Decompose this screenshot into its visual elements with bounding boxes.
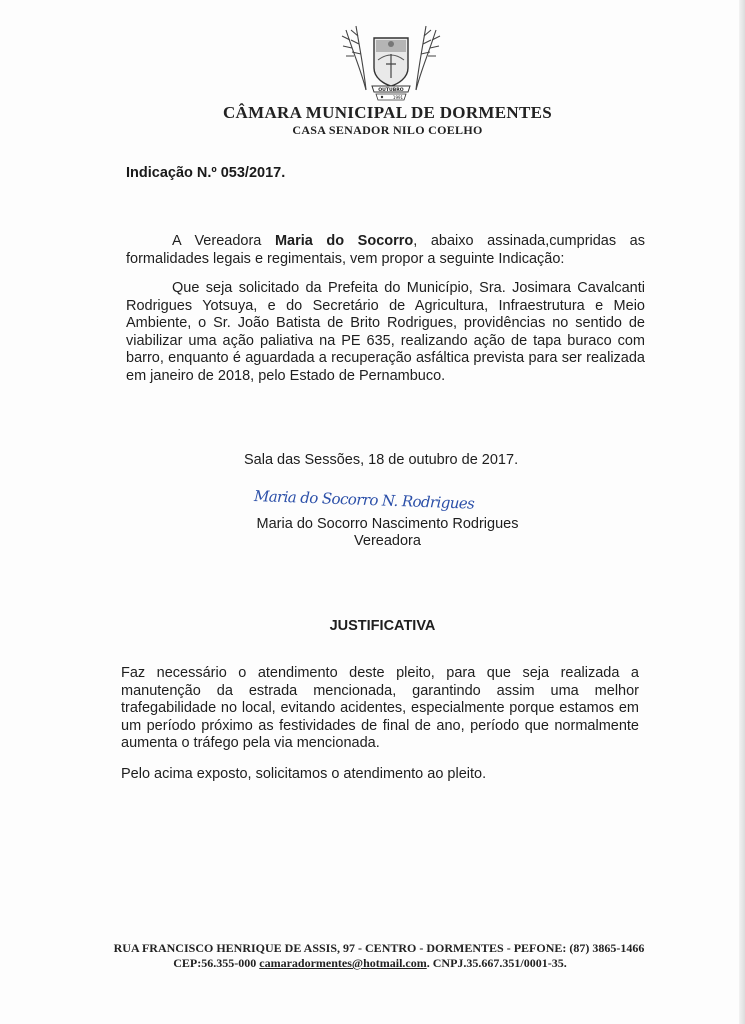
footer-cep: CEP:56.355-000 — [173, 956, 260, 970]
signer-role: Vereadora — [354, 533, 421, 549]
handwritten-signature: Maria do Socorro N. Rodrigues — [253, 487, 475, 513]
councilor-name: Maria do Socorro — [274, 233, 414, 249]
footer-contact — [0, 956, 740, 971]
intro-prefix: A Vereadora — [172, 233, 275, 249]
organization-title: CÂMARA MUNICIPAL DE DORMENTES — [222, 103, 553, 122]
signer-name: Maria do Socorro Nascimento Rodrigues — [256, 516, 519, 532]
footer-email-link[interactable]: camaradormentes@hotmail.com — [259, 956, 427, 970]
scan-edge-shadow — [739, 0, 745, 1024]
place-date: Sala das Sessões, 18 de outubro de 2017. — [244, 452, 519, 468]
closing-paragraph: Pelo acima exposto, solicitamos o atendimento ao pleito. — [121, 766, 487, 782]
municipal-crest-icon — [336, 20, 446, 104]
intro-rest: , abaixo assinada,cumpridas as formalidades legais e regimentais, vem propor a seguinte Indicação: — [126, 233, 645, 267]
indication-number: Indicação N.º 053/2017. — [126, 165, 286, 181]
intro-paragraph — [126, 233, 645, 268]
justification-paragraph: Faz necessário o atendimento deste pleito, para que seja realizada a manutenção da estrada mencionada, garantindo assim uma melhor trafegabilidade no local, evitando acidentes, especialmente porque estamos em um período próximo as festividades de final de ano, período que normalmente aumenta o tráfego pela via mencionada. — [121, 665, 639, 751]
request-paragraph — [126, 280, 645, 385]
footer-address: RUA FRANCISCO HENRIQUE DE ASSIS, 97 - CENTRO - DORMENTES - PEFONE: (87) 3865-1466 — [113, 941, 645, 955]
request-text: Que seja solicitado da Prefeita do Município, Sra. Josimara Cavalcanti Rodrigues Yotsuya, e do Secretário de Agricultura, Infraestrutura e Meio Ambiente, o Sr. João Batista de Brito Rodrigues, providências no sentido de viabilizar uma ação paliativa na PE 635, realizando ação de tapa buraco com barro, enquanto é aguardada a recuperação asfáltica prevista para ser realizada em janeiro de 2018, pelo Estado de Pernambuco. — [126, 280, 645, 384]
footer-cnpj: . CNPJ.35.667.351/0001-35. — [426, 956, 567, 970]
crest-year-text: 1991 — [392, 95, 404, 100]
justification-heading: JUSTIFICATIVA — [329, 618, 436, 634]
crest-banner-text: OUTUBRO — [378, 88, 404, 93]
organization-subtitle: CASA SENADOR NILO COELHO — [292, 123, 483, 137]
